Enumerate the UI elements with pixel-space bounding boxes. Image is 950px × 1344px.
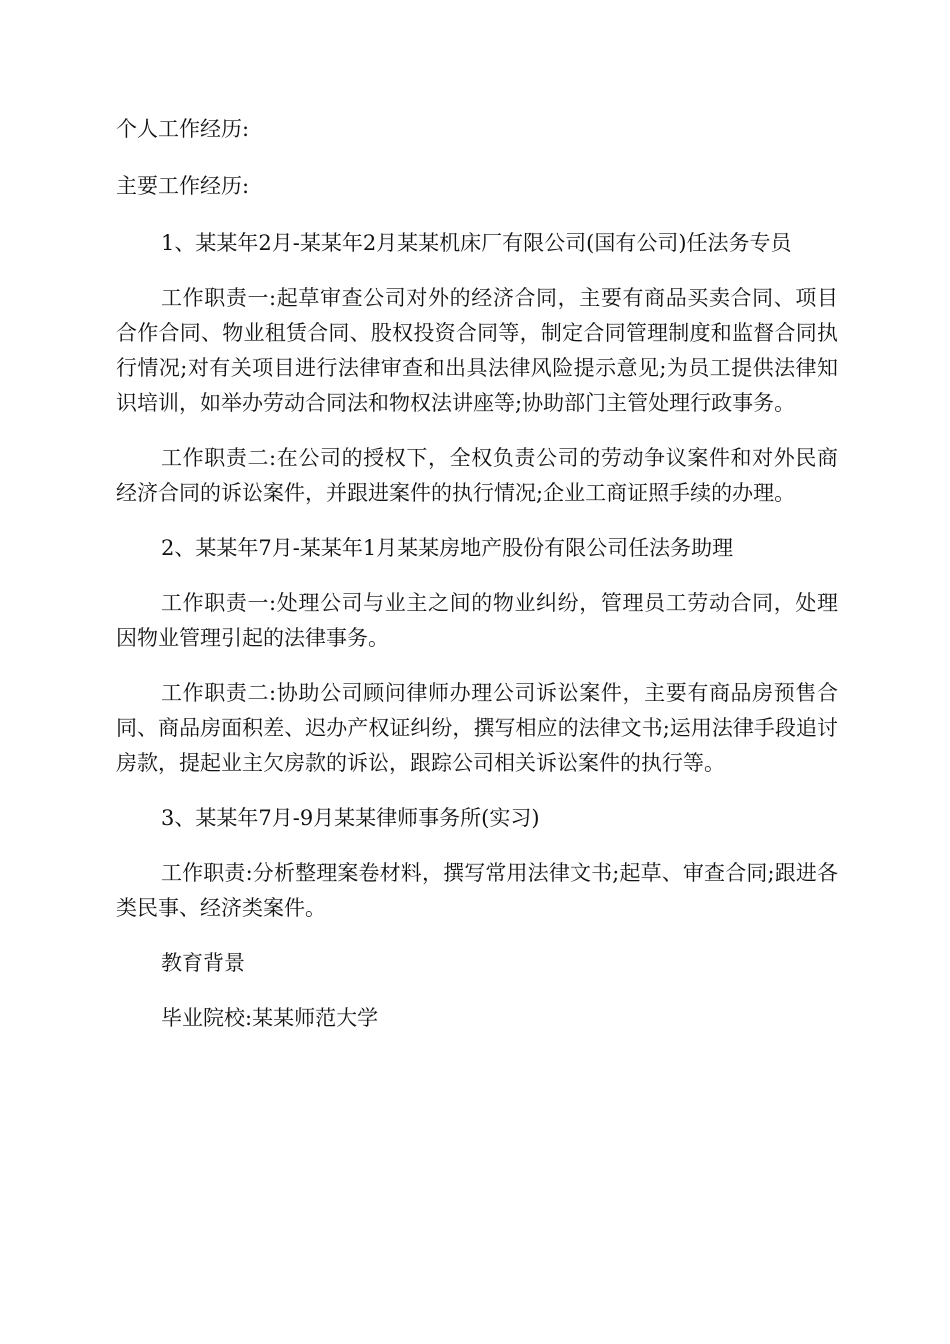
education-heading: 教育背景: [161, 951, 245, 975]
heading-personal-experience: 个人工作经历:: [116, 117, 250, 141]
school-name: 毕业院校:某某师范大学: [161, 1006, 379, 1030]
job3-title: 3、某某年7月-9月某某律师事务所(实习): [161, 806, 540, 830]
job1-duty1: 工作职责一:起草审查公司对外的经济合同，主要有商品买卖合同、项目合作合同、物业租赁合同、股权投资合同等，制定合同管理制度和监督合同执行情况;对有关项目进行法律审查和出具法律风险提示意见;为员工提供法律知识培训，如举办劳动合同法和物权法讲座等;协助部门主管处理行政事务。: [116, 286, 838, 415]
job1-duty2: 工作职责二:在公司的授权下，全权负责公司的劳动争议案件和对外民商经济合同的诉讼案件，并跟进案件的执行情况;企业工商证照手续的办理。: [116, 446, 838, 505]
job3-duty: 工作职责:分析整理案卷材料，撰写常用法律文书;起草、审查合同;跟进各类民事、经济类案件。: [116, 861, 838, 920]
document-page: [116, 112, 838, 1056]
heading-main-experience: 主要工作经历:: [116, 174, 250, 198]
job2-duty2: 工作职责二:协助公司顾问律师办理公司诉讼案件，主要有商品房预售合同、商品房面积差、迟办产权证纠纷，撰写相应的法律文书;运用法律手段追讨房款，提起业主欠房款的诉讼，跟踪公司相关诉讼案件的执行等。: [116, 681, 838, 775]
job2-duty1: 工作职责一:处理公司与业主之间的物业纠纷，管理员工劳动合同，处理因物业管理引起的法律事务。: [116, 591, 838, 650]
job1-title: 1、某某年2月-某某年2月某某机床厂有限公司(国有公司)任法务专员: [161, 231, 792, 255]
job2-title: 2、某某年7月-某某年1月某某房地产股份有限公司任法务助理: [161, 536, 734, 560]
